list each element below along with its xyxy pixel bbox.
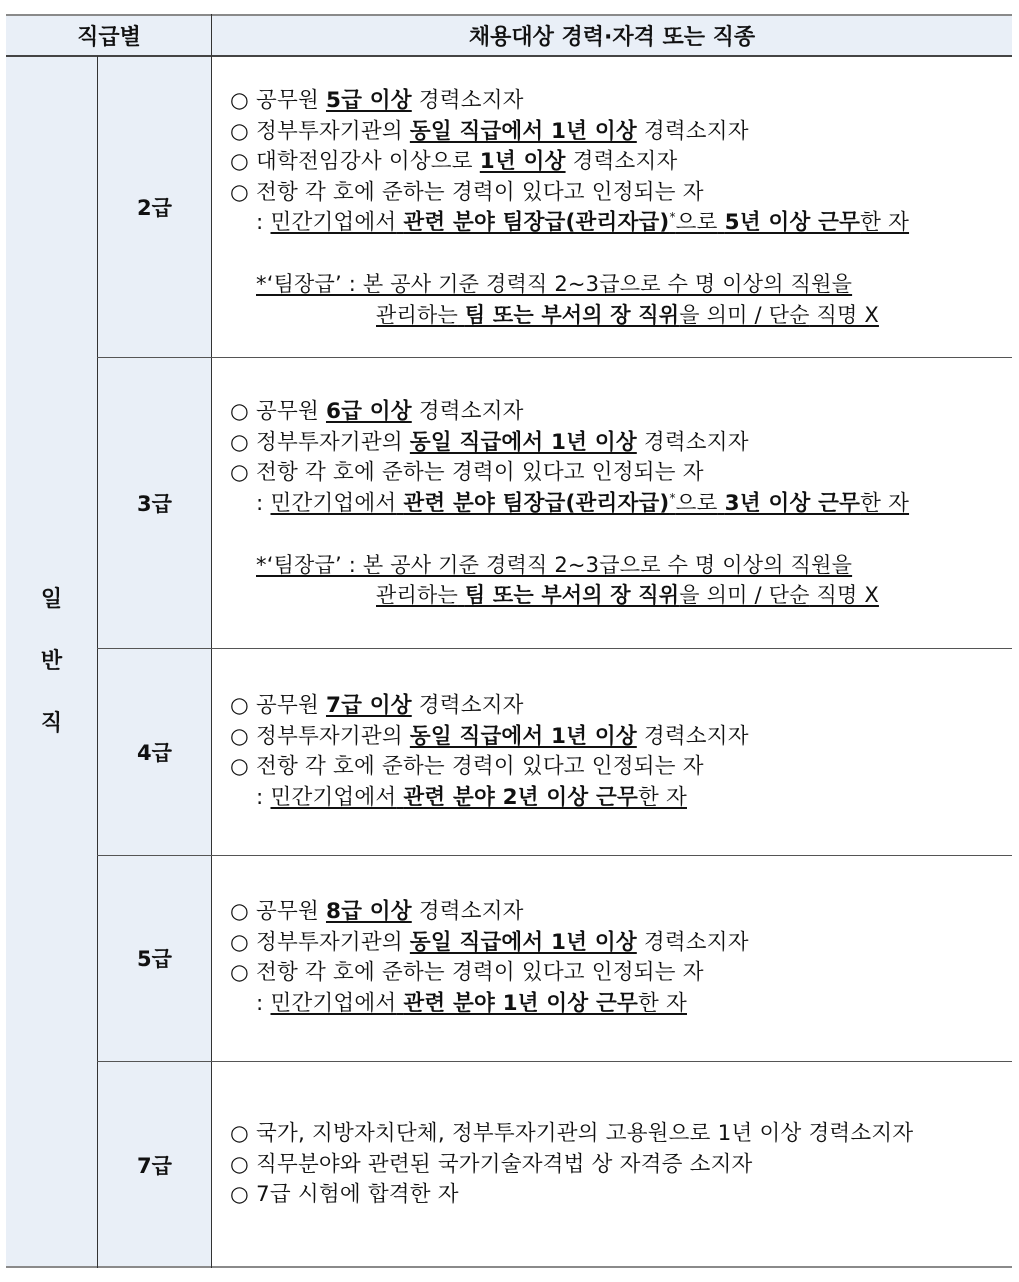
grade-2-requirements <box>212 86 1019 330</box>
spacer <box>230 519 1019 550</box>
req-line: ○ 정부투자기관의 동일 직급에서 1년 이상 경력소지자 <box>230 429 749 455</box>
category-char-1: 일 <box>40 587 63 612</box>
category-char-2: 반 <box>40 649 63 674</box>
requirements-table <box>6 14 1012 1268</box>
req-line: ○ 전항 각 호에 준하는 경력이 있다고 인정되는 자 <box>230 460 704 485</box>
req-line: ○ 정부투자기관의 동일 직급에서 1년 이상 경력소지자 <box>230 118 749 144</box>
footnote-line-2: 관리하는 팀 또는 부서의 장 직위을 의미 / 단순 직명 X <box>376 302 879 327</box>
category-char-3: 직 <box>40 711 63 736</box>
footnote-line-1: *‘팀장급’ : 본 공사 기준 경력직 2~3급으로 수 명 이상의 직원을 <box>256 552 853 577</box>
footnote-line-2: 관리하는 팀 또는 부서의 장 직위을 의미 / 단순 직명 X <box>376 583 879 607</box>
req-line: ○ 공무원 8급 이상 경력소지자 <box>230 899 524 924</box>
req-line: ○ 7급 시험에 합격한 자 <box>230 1182 459 1207</box>
category-label <box>6 56 97 1268</box>
req-line: ○ 국가, 지방자치단체, 정부투자기관의 고용원으로 1년 이상 경력소지자 <box>230 1121 914 1146</box>
footnote-line-1: *‘팀장급’ : 본 공사 기준 경력직 2~3급으로 수 명 이상의 직원을 <box>256 272 853 296</box>
grade-label-5: 5급 <box>137 947 172 971</box>
header-grade-column: 직급별 <box>6 14 212 56</box>
req-line: ○ 공무원 6급 이상 경력소지자 <box>230 399 524 424</box>
grade-label-7: 7급 <box>137 1153 172 1178</box>
row-divider-1 <box>97 357 1012 358</box>
row-divider-2 <box>97 648 1012 649</box>
req-subline: : 민간기업에서 관련 분야 1년 이상 근무한 자 <box>256 990 687 1016</box>
req-subline: : 민간기업에서 관련 분야 팀장급(관리자급)*으로 5년 이상 근무한 자 <box>256 210 910 235</box>
req-line: ○ 정부투자기관의 동일 직급에서 1년 이상 경력소지자 <box>230 929 749 955</box>
req-line: ○ 전항 각 호에 준하는 경력이 있다고 인정되는 자 <box>230 754 704 779</box>
req-line: ○ 전항 각 호에 준하는 경력이 있다고 인정되는 자 <box>230 179 704 205</box>
req-line: ○ 공무원 7급 이상 경력소지자 <box>230 693 524 718</box>
grade-4-requirements <box>212 691 1019 813</box>
grade-label-4: 4급 <box>137 740 172 765</box>
req-line: ○ 대학전임강사 이상으로 1년 이상 경력소지자 <box>230 149 678 174</box>
row-divider-3 <box>97 855 1012 856</box>
spacer <box>230 239 1019 270</box>
req-line: ○ 전항 각 호에 준하는 경력이 있다고 인정되는 자 <box>230 960 704 985</box>
grade-3-requirements <box>212 397 1019 611</box>
req-line: ○ 정부투자기관의 동일 직급에서 1년 이상 경력소지자 <box>230 723 749 749</box>
req-line: ○ 직무분야와 관련된 국가기술자격법 상 자격증 소지자 <box>230 1151 753 1177</box>
grade-label-2: 2급 <box>137 195 172 220</box>
req-line: ○ 공무원 5급 이상 경력소지자 <box>230 88 524 113</box>
table-top-border <box>6 14 1012 16</box>
req-subline: : 민간기업에서 관련 분야 팀장급(관리자급)*으로 3년 이상 근무한 자 <box>256 490 910 516</box>
grade-7-requirements <box>212 1119 1019 1211</box>
grade-label-3: 3급 <box>137 491 172 516</box>
row-divider-4 <box>97 1061 1012 1062</box>
header-requirements-column: 채용대상 경력·자격 또는 직종 <box>212 14 1012 56</box>
req-subline: : 민간기업에서 관련 분야 2년 이상 근무한 자 <box>256 784 687 810</box>
grade-5-requirements <box>212 897 1019 1019</box>
